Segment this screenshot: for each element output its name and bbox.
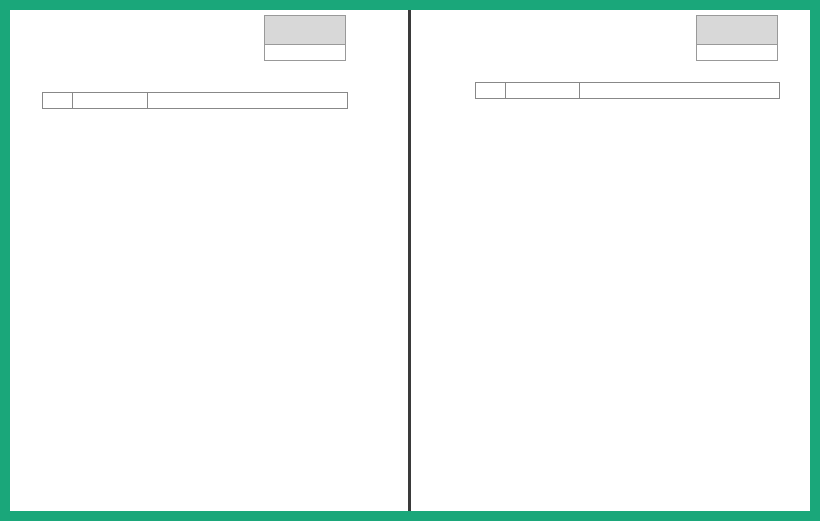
answer-table (475, 82, 780, 99)
tab-unit (697, 45, 777, 50)
footer-right (268, 482, 348, 488)
col-header-item (476, 83, 506, 99)
col-header-skill (580, 83, 780, 99)
tab-unit (265, 45, 345, 50)
footer-right (699, 482, 779, 488)
col-header-item (43, 93, 73, 109)
col-header-answer (506, 83, 580, 99)
answer-key-tab (264, 15, 346, 61)
col-header-answer (73, 93, 148, 109)
tab-title (265, 16, 345, 22)
answer-table (42, 92, 348, 109)
left-page (10, 10, 408, 511)
col-header-skill (148, 93, 348, 109)
tab-title (697, 16, 777, 22)
answer-key-tab (696, 15, 778, 61)
right-page (411, 10, 810, 511)
